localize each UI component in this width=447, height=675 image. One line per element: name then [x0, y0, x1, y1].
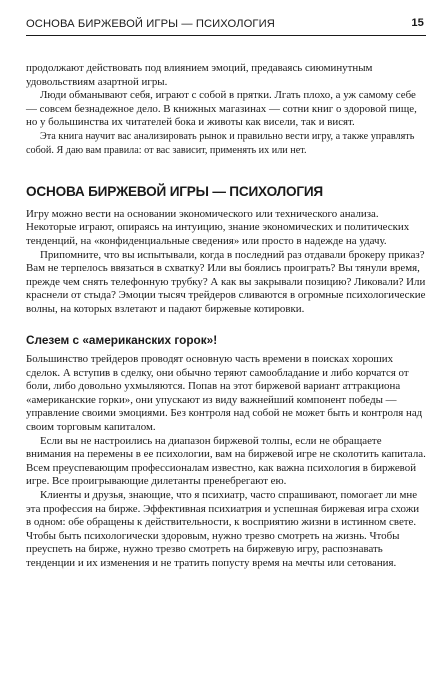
paragraph: Люди обманывают себя, играют с собой в прятки. Лгать плохо, а уж самому себе — совсем безнадежное дело. В книжных магазинах — сотни книг о здоровой пище, но у большинства их читателей бока и животы как висели, так и висят. [26, 89, 417, 129]
paragraph: Большинство трейдеров проводят основную часть времени в поисках хороших сделок. А вступив в сделку, они обычно теряют самообладание и либо корчатся от боли, либо довольно ухмыляются. Попав на этот биржевой вариант аттракциона «американские горки», они упускают из виду важнейший компонент победы — управление своими эмоциями. Без контроля над собой не может быть и контроля над своим торговым капиталом. [26, 353, 423, 434]
running-title: ОСНОВА БИРЖЕВОЙ ИГРЫ — ПСИХОЛОГИЯ [26, 18, 275, 30]
body-text [26, 62, 426, 571]
paragraph: Припомните, что вы испытывали, когда в последний раз отдавали брокеру приказ? Вам не терпелось ввязаться в схватку? Или вы боялись проиграть? Вы тянули время, прежде чем снять телефонную трубку? А как вы закрывали позицию? Ликовали? Или краснели от стыда? Эмоции тысяч трейдеров сливаются в огромные психологические волны, на которых взлетают и падают биржевые котировки. [26, 248, 426, 315]
page-number: 15 [411, 17, 424, 29]
paragraph: Игру можно вести на основании экономического или технического анализа. Некоторые играют, опираясь на интуицию, знание экономических и политических тенденций, на «конфиденциальные сведения» или просто в надежде на удачу. [26, 207, 410, 247]
paragraph: Клиенты и друзья, знающие, что я психиатр, часто спрашивают, помогает ли мне эта профессия на бирже. Эффективная психиатрия и успешная биржевая игра схожи в одном: обе обращены к действительности, к восприятию жизни в истинном свете. Чтобы быть психологически здоровым, нужно трезво смотреть на жизнь. Чтобы преуспеть на бирже, нужно трезво смотреть на биржевую игру, распознавать тенденции и их изменения и не тратить попусту время на мечты или сетования. [26, 489, 420, 569]
running-head [26, 13, 426, 36]
paragraph: продолжают действовать под влиянием эмоций, предаваясь сиюминутным удовольствиям азартной игры. [26, 62, 373, 88]
book-page [26, 0, 426, 675]
subsection-heading: Слезем с «американских горок»! [26, 332, 218, 347]
section-heading: ОСНОВА БИРЖЕВОЙ ИГРЫ — ПСИХОЛОГИЯ [26, 184, 323, 200]
paragraph: Эта книга научит вас анализировать рынок и правильно вести игру, а также управлять собой. Я даю вам правила: от вас зависит, применять их или нет. [26, 130, 415, 156]
paragraph: Если вы не настроились на диапазон биржевой толпы, если не обращаете внимания на перемены в ее психологии, вам на биржевой игре не сколотить капитала. Всем преуспевающим профессионалам известно, как важна психология в биржевой игре. Все проигрывающие дилетанты пренебрегают ею. [26, 434, 426, 488]
